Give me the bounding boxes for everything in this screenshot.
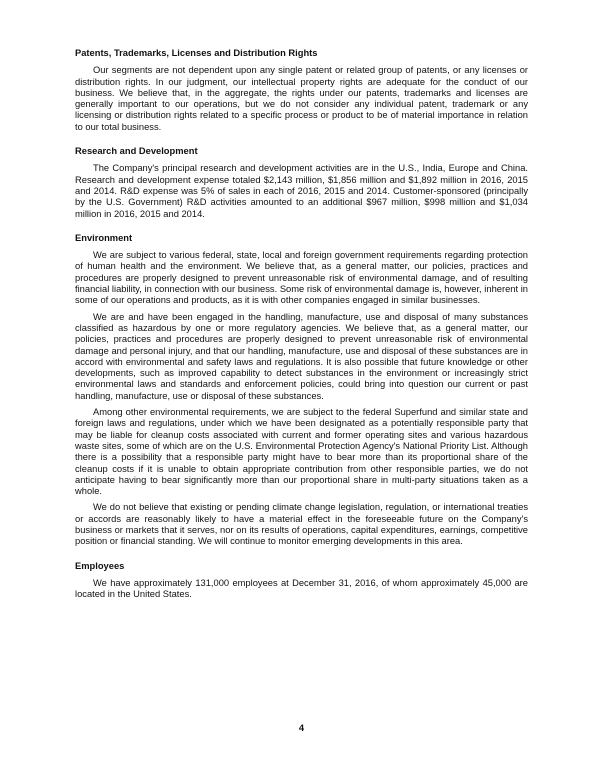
section-heading: Patents, Trademarks, Licenses and Distribution Rights — [75, 48, 318, 58]
paragraph: We are subject to various federal, state, local and foreign government requirements regarding protection of human health and the environment. We believe that, as a general matter, our policies, practices and procedures are properly designed to prevent unreasonable risk of environmental damage, and of resulting financial liability, in connection with our business. Some risk of environmental damage is, however, inherent in some of our operations and products, as it is with other companies engaged in similar businesses. — [75, 250, 528, 306]
section-heading: Research and Development — [75, 146, 198, 157]
paragraph: We have approximately 131,000 employees at December 31, 2016, of whom approximately 45,000 are located in the United States. — [75, 577, 528, 600]
paragraph: Among other environmental requirements, we are subject to the federal Superfund and similar state and foreign laws and regulations, under which we have been designated as a potentially responsible party that may be liable for cleanup costs associated with current and former operating sites and various hazardous waste sites, some of which are on the U.S. Environmental Protection Agency's National Priority List. Although there is a possibility that a responsible party might have to bear more than its proportional share of the cleanup costs if it is unable to obtain appropriate contribution from other responsible parties, we do not anticipate having to bear significantly more than our proportional share in multi-party situations taken as a whole. — [75, 407, 528, 497]
section-patents — [75, 48, 528, 133]
paragraph: We are and have been engaged in the handling, manufacture, use and disposal of many substances classified as hazardous by one or more regulatory agencies. We believe that, as a general matter, our policies, practices and procedures are properly designed to prevent unreasonable risk of environmental damage and personal injury, and that our handling, manufacture, use and disposal of these substances are in accord with environmental and safety laws and regulations. It is also possible that future knowledge or other developments, such as improved capability to detect substances in the environment or increasingly strict environmental laws and standards and enforcement policies, could bring into question our current or past handling, manufacture, use or disposal of these substances. — [75, 311, 528, 401]
paragraph: We do not believe that existing or pending climate change legislation, regulation, or international treaties or accords are reasonably likely to have a material effect in the foreseeable future on the Company's business or markets that it serves, nor on its results of operations, capital expenditures, earnings, competitive position or financial standing. We will continue to monitor emerging developments in this area. — [75, 502, 528, 547]
section-heading: Employees — [75, 560, 125, 571]
paragraph: Our segments are not dependent upon any single patent or related group of patents, or any licenses or distribution rights. In our judgment, our intellectual property rights are adequate for the conduct of our business. We believe that, in the aggregate, the rights under our patents, trademarks and licenses are generally important to our operations, but we do not consider any individual patent, trademark or any licensing or distribution rights related to a specific process or product to be of material importance in relation to our total business. — [75, 65, 528, 132]
section-employees — [75, 561, 528, 601]
section-research-and-development — [75, 146, 528, 220]
page-number: 4 — [298, 723, 305, 733]
section-heading: Environment — [75, 232, 133, 243]
document-page — [75, 48, 528, 613]
paragraph: The Company's principal research and development activities are in the U.S., India, Europe and China. Research and development expense totaled $2,143 million, $1,856 million and $1,892 million in 2016, 2015 and 2014. R&D expense was 5% of sales in each of 2016, 2015 and 2014. Customer-sponsored (principally by the U.S. Government) R&D activities amounted to an additional $967 million, $998 million and $1,034 million in 2016, 2015 and 2014. — [75, 163, 528, 219]
section-environment — [75, 233, 528, 548]
